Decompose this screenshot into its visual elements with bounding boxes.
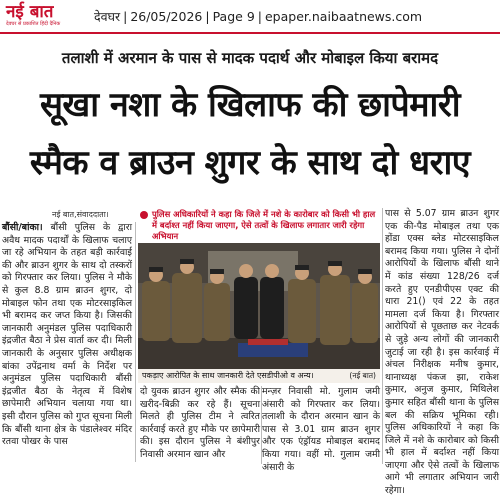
meta-separator: | — [123, 8, 128, 24]
column-divider — [135, 222, 136, 462]
column-divider — [261, 386, 262, 464]
article-kicker: तलाशी में अरमान के पास से मादक पदार्थ और मोबाइल किया बरामद — [61, 49, 439, 67]
photo-bottom-caption — [138, 369, 380, 383]
newspaper-logo[interactable] — [6, 4, 88, 28]
photo-bottom-caption-text: पकड़ाए आरोपित के साथ जानकारी देते एसडीपीओ व अन्य। — [142, 371, 314, 380]
edition-city: देवघर — [94, 8, 121, 24]
news-photo-illustration — [138, 243, 380, 369]
column-divider — [382, 208, 383, 464]
article-byline: नई बात,संवाददाता। — [52, 210, 109, 219]
logo-name: नई बात — [6, 2, 54, 22]
photo-top-caption-text: पुलिस अधिकारियों ने कहा कि जिले में नशे के कारोबार को किसी भी हाल में बर्दाश्त नहीं किया जाएगा, ऐसे तत्वों के खिलाफ लगातार जारी रहेगा अभियान — [152, 209, 376, 241]
article-dateline: बौंसी/बांका। — [2, 222, 43, 233]
article-headline-line1: सूखा नशा के खिलाफ की छापेमारी — [39, 85, 461, 125]
masthead — [0, 0, 500, 34]
edition-date: 26/05/2026 — [130, 8, 203, 24]
article-column-right: पास से 5.07 ग्राम ब्राउन शुगर एक की-पैड मोबाइल तथा एक होंडा एक्स ब्लेड मोटरसाइकिल बरामद किया गया। पुलिस ने दोनों आरोपियों के खिलाफ बौंसी थाने में कांड संख्या 128/26 दर्ज करते हुए एनडीपीएस एक्ट की धारा 21() एवं 22 के तहत मामला दर्ज किया है। गिरफ्तार आरोपियों से पूछताछ कर नेटवर्क से जुड़े अन्य लोगों की जानकारी जुटाई जा रही है। इस कार्रवाई में अंचल निरीक्षक मनीष कुमार, थानाध्यक्ष पंकज झा, राकेश कुमार, अनुज कुमार, मिथिलेश कुमार सहित बौंसी थाना के पुलिस बल की सक्रिय भूमिका रही। पुलिस अधिकारियों ने कहा कि जिले में नशे के कारोबार को किसी भी हाल में बर्दाश्त नहीं किया जाएगा और ऐसे तत्वों के खिलाफ आगे भी लगातार अभियान जारी रहेगा। — [385, 208, 499, 497]
article-column-left-text: बौंसी पुलिस के द्वारा अवैध मादक पदार्थों के खिलाफ चलाए जा रहे अभियान के तहत बड़ी कार्रवाई की और ब्राउन शुगर के साथ दो तस्करों को गिरफ्तार कर लिया। पुलिस ने मौके से कुल 8.8 ग्राम ब्राउन शुगर, दो मोबाइल फोन तथा एक मोटरसाइकिल भी बरामद कर जप्त किया है। जिसकी जानकारी अनुमंडल पुलिस पदाधिकारी इंद्रजीत बैठा ने प्रेस वार्ता कर दी। मिली जानकारी के अनुसार पुलिस अधीक्षक बांका उपेंद्रनाथ वर्मा के निर्देश पर अनुमंडल पुलिस पदाधिकारी बौंसी इंद्रजीत बैठा के नेतृत्व में विशेष छापेमारी अभियान चलाया गया था। इसी दौरान पुलिस को गुप्त सूचना मिली कि बौंसी थाना क्षेत्र के पंडालेश्वर मंदिर रतवा पोखर के पास — [2, 222, 132, 448]
article-headline-line2: स्मैक व ब्राउन शुगर के साथ दो धराए — [29, 143, 471, 183]
page-number: Page 9 — [212, 8, 255, 24]
meta-separator: | — [205, 8, 210, 24]
photo-top-caption — [138, 207, 380, 243]
article-column-left — [2, 222, 132, 462]
epaper-site-link[interactable]: epaper.naibaatnews.com — [264, 8, 423, 24]
edition-meta — [94, 8, 422, 25]
photo-credit: (नई बात) — [349, 371, 376, 380]
logo-tagline: देवघर से प्रकाशित हिंदी दैनिक — [6, 21, 61, 27]
article-column-middle-2: मन्ज़र निवासी मो. गुलाम जमी अंसारी को गिरफ्तार कर लिया। तलाशी के दौरान अरमान खान के पास से 3.01 ग्राम ब्राउन शुगर और एक एंड्रॉयड मोबाइल बरामद किया गया। वहीं मो. गुलाम जमी अंसारी के — [262, 386, 380, 473]
meta-separator: | — [257, 8, 262, 24]
news-photo — [138, 243, 380, 369]
article-column-middle-1: दो युवक ब्राउन शुगर और स्मैक की खरीद-बिक्री कर रहे हैं। सूचना मिलते ही पुलिस टीम ने त्वरित कार्रवाई करते हुए मौके पर छापेमारी की। इस दौरान पुलिस ने बंशीपुर निवासी अरमान खान और — [140, 386, 260, 460]
